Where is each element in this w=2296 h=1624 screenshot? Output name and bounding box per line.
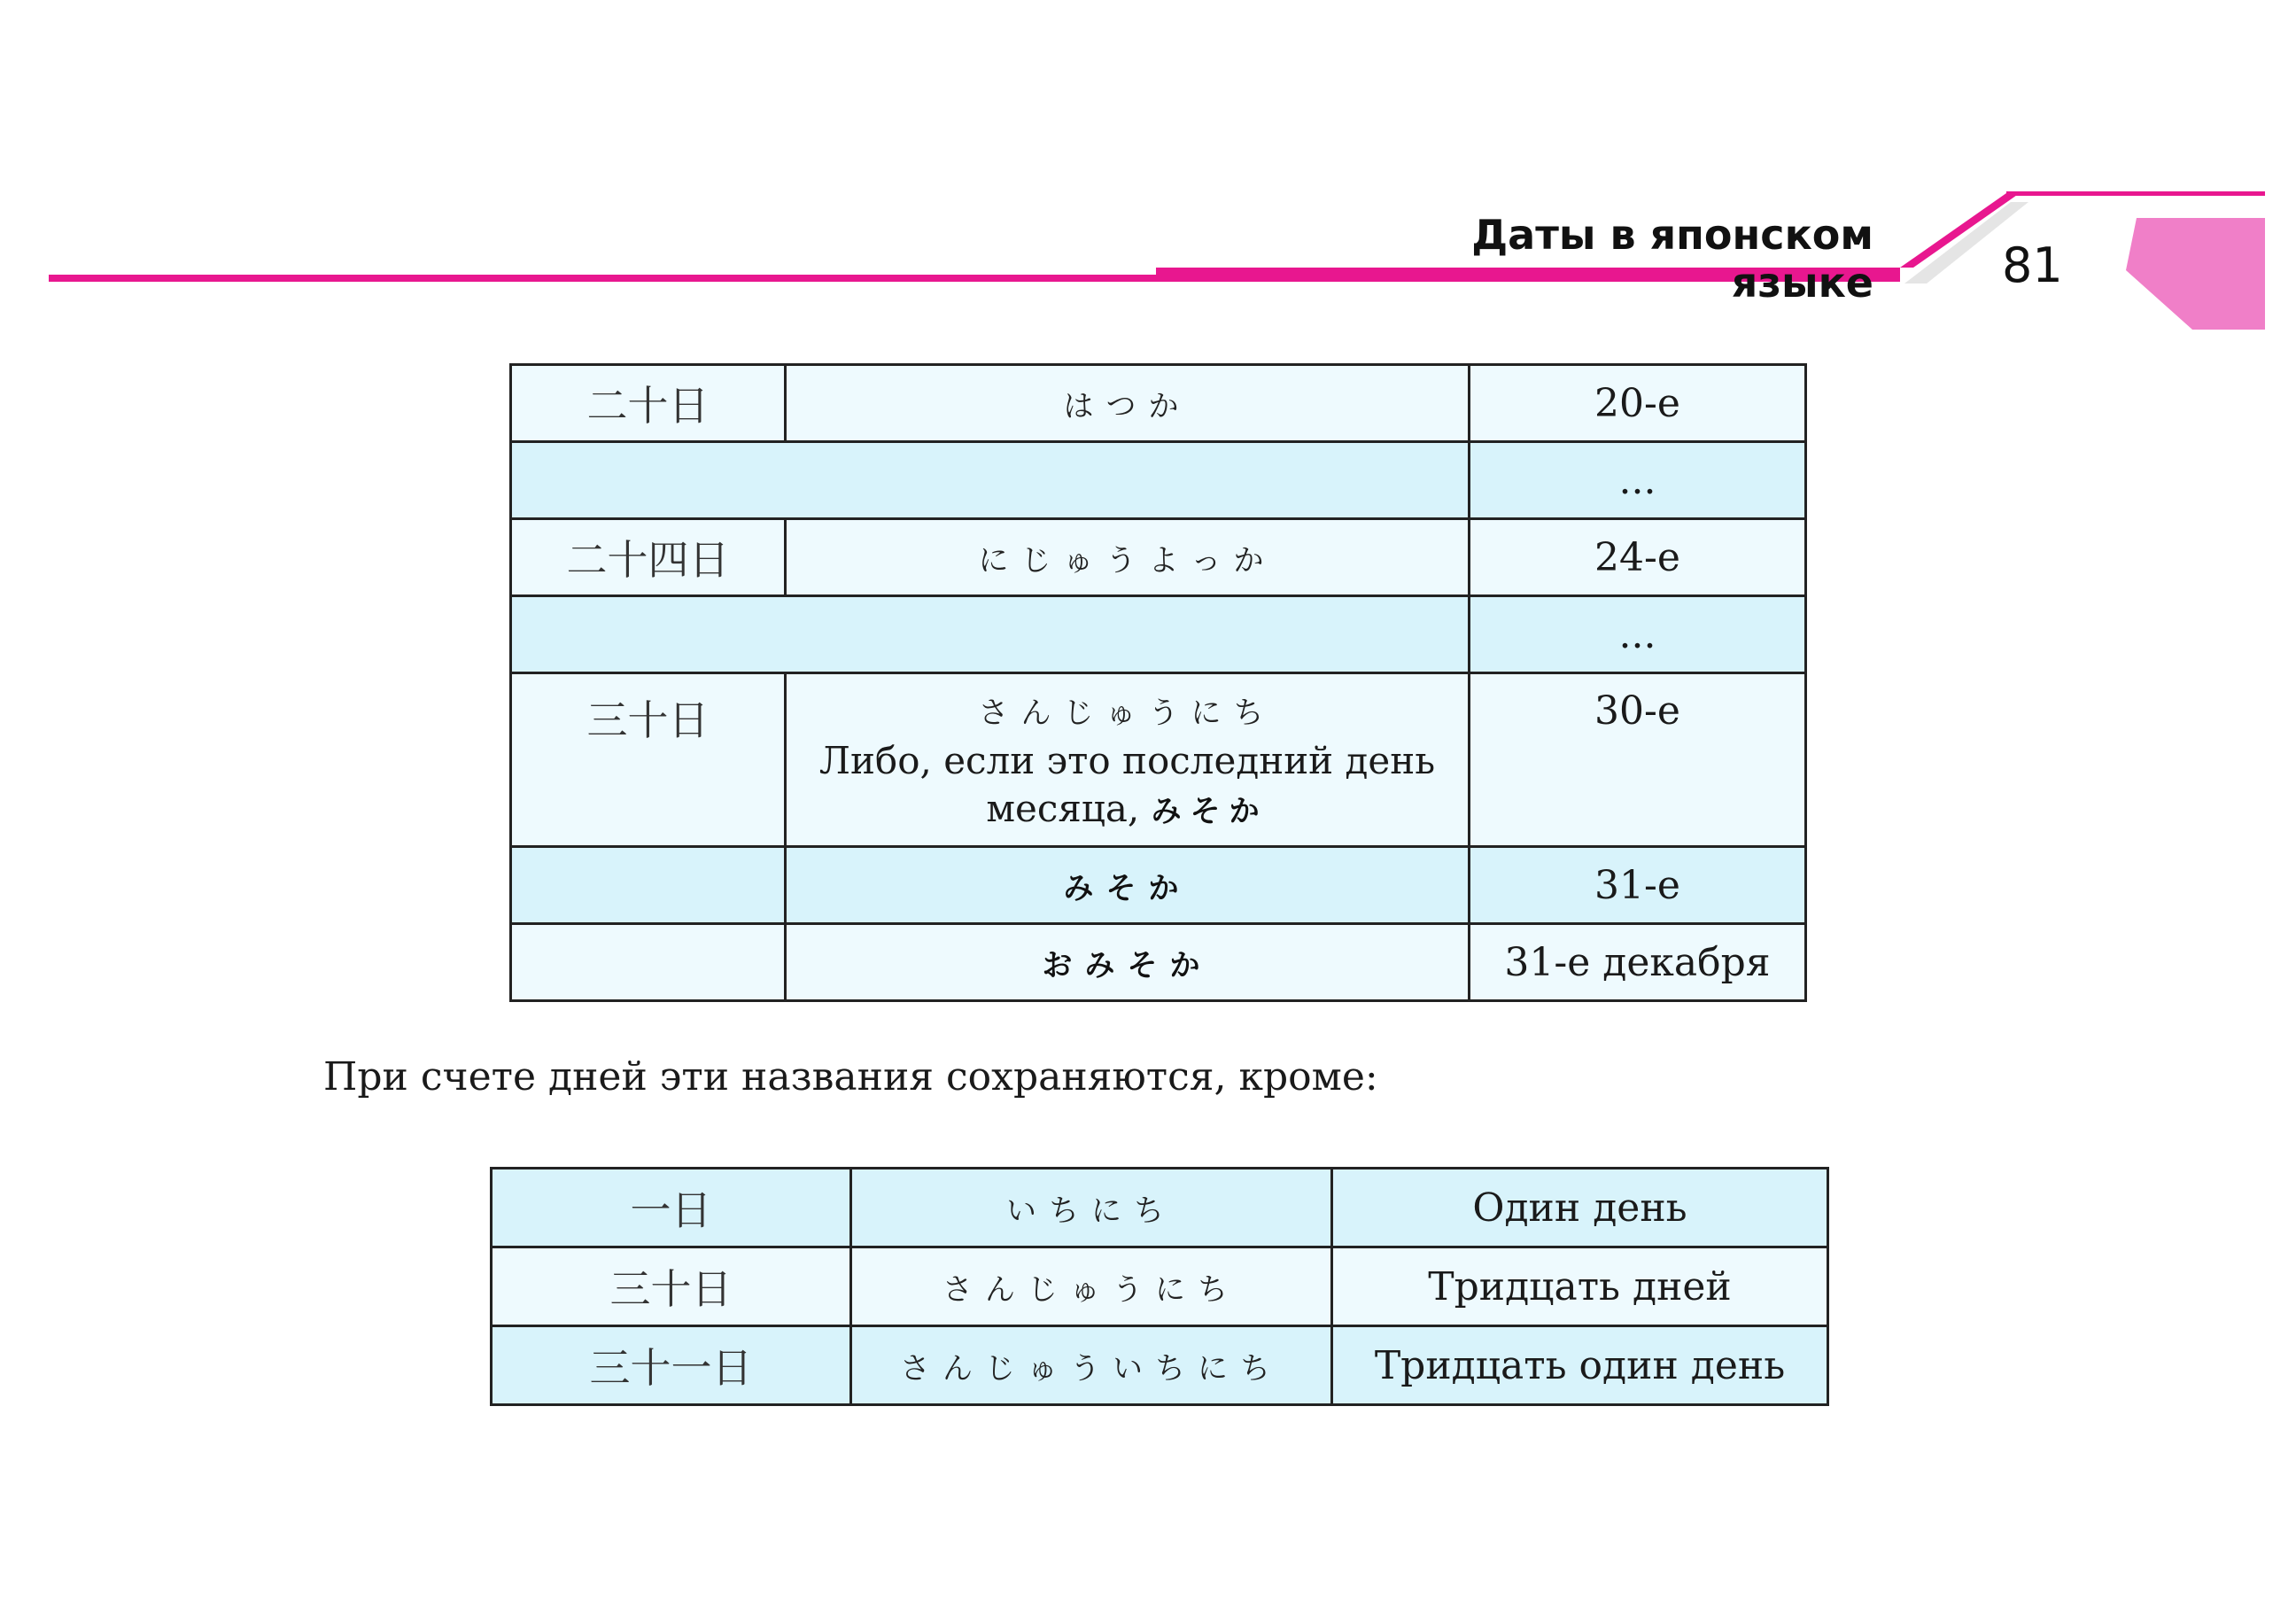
reading-text: さんじゅうにち	[978, 695, 1276, 731]
empty-cell	[511, 596, 1470, 673]
meaning-cell: ...	[1470, 596, 1806, 673]
page-number: 81	[2002, 237, 2063, 293]
kanji-cell: 二十日	[511, 365, 786, 442]
reading-note-cell	[786, 673, 1470, 847]
table-row	[511, 847, 1806, 924]
header-decoration	[0, 0, 2296, 372]
meaning-cell: 31-е	[1470, 847, 1806, 924]
table-row	[511, 596, 1806, 673]
kanji-cell: 二十四日	[511, 519, 786, 596]
reading-cell: みそか	[786, 847, 1470, 924]
table-row	[511, 673, 1806, 847]
reading-cell: さんじゅういちにち	[851, 1326, 1332, 1405]
meaning-cell: 30-е	[1470, 673, 1806, 847]
chapter-title: Даты в японском языке	[1471, 211, 1873, 307]
body-paragraph: При счете дней эти названия сохраняются, кроме:	[323, 1054, 1378, 1100]
empty-cell	[511, 442, 1470, 519]
page-tab	[2126, 218, 2265, 330]
table-row	[492, 1247, 1828, 1326]
reading-cell: にじゅうよっか	[786, 519, 1470, 596]
meaning-cell: 20-е	[1470, 365, 1806, 442]
reading-cell: いちにち	[851, 1169, 1332, 1247]
day-count-table	[490, 1167, 1829, 1406]
kanji-cell	[511, 847, 786, 924]
dates-table	[509, 363, 1807, 1002]
table-row	[492, 1326, 1828, 1405]
meaning-cell: 24-е	[1470, 519, 1806, 596]
table-row	[511, 924, 1806, 1001]
kanji-cell: 三十一日	[492, 1326, 851, 1405]
table-row	[511, 519, 1806, 596]
reading-cell: はつか	[786, 365, 1470, 442]
table-row	[492, 1169, 1828, 1247]
meaning-cell: ...	[1470, 442, 1806, 519]
kanji-cell: 三十日	[492, 1247, 851, 1326]
kanji-cell: 三十日	[511, 673, 786, 847]
reading-cell: さんじゅうにち	[851, 1247, 1332, 1326]
note-reading: みそか	[1151, 794, 1268, 829]
meaning-cell: Один день	[1332, 1169, 1828, 1247]
kanji-cell: 一日	[492, 1169, 851, 1247]
meaning-cell: Тридцать один день	[1332, 1326, 1828, 1405]
kanji-cell	[511, 924, 786, 1001]
reading-cell: おみそか	[786, 924, 1470, 1001]
table-row	[511, 365, 1806, 442]
meaning-cell: Тридцать дней	[1332, 1247, 1828, 1326]
note-text	[787, 737, 1468, 835]
header-top-rule	[2006, 191, 2265, 196]
meaning-cell: 31-е декабря	[1470, 924, 1806, 1001]
note-sentence: Либо, если это последний день месяца,	[818, 739, 1436, 830]
table-row	[511, 442, 1806, 519]
